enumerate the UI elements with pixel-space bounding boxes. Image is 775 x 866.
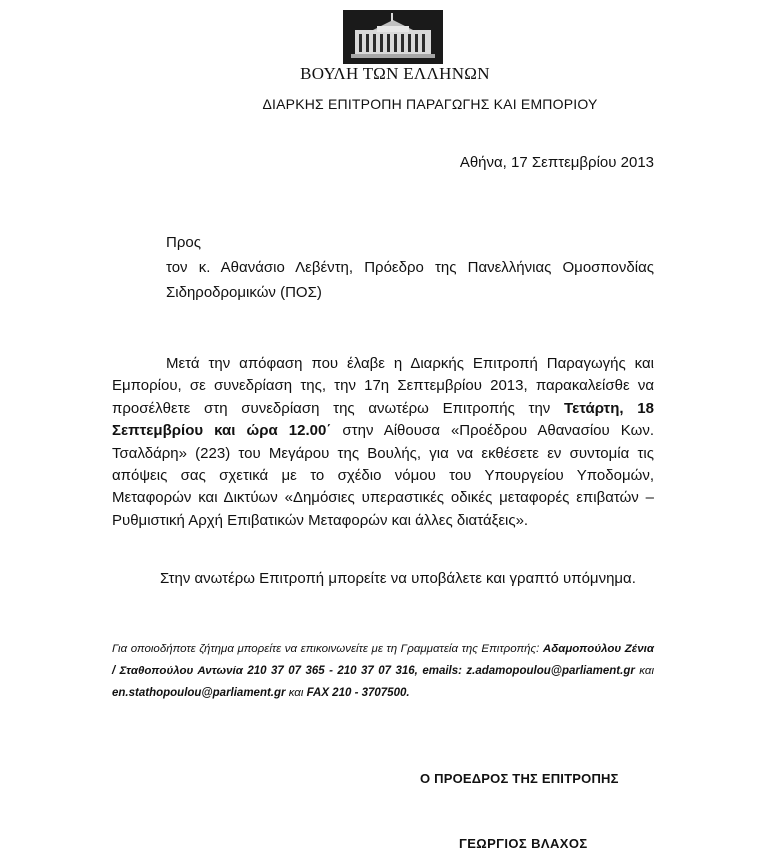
meeting-datetime: Τετάρτη, 18 Σεπτεμβρίου και ώρα 12.00΄ [112,399,654,440]
recipient-name: τον κ. Αθανάσιο Λεβέντη, Πρόεδρο της Πανελλήνιας Ομοσπονδίας Σιδηροδρομικών (ΠΟΣ) [166,259,654,301]
contact-and-1: και [634,665,655,677]
email-link-adamopoulou[interactable]: z.adamopoulou@parliament.gr [466,665,635,677]
letter-date: Αθήνα, 17 Σεπτεμβρίου 2013 [459,154,654,171]
contact-block [112,638,654,704]
parliament-building-icon [343,10,443,64]
parliament-name: ΒΟΥΛΗ ΤΩΝ ΕΛΛΗΝΩΝ [300,64,490,83]
recipient-label: Προς [166,234,201,251]
committee-name: ΔΙΑΡΚΗΣ ΕΠΙΤΡΟΠΗ ΠΑΡΑΓΩΓΗΣ ΚΑΙ ΕΜΠΟΡΙΟΥ [262,96,598,112]
memo-note: Στην ανωτέρω Επιτροπή μπορείτε να υποβάλετε και γραπτό υπόμνημα. [160,570,636,587]
body-text-part1: Μετά την απόφαση που έλαβε η Διαρκής Επιτροπή Παραγωγής και Εμπορίου, σε συνεδρίαση της, την 17η Σεπτεμβρίου 2013, παρακαλείσθε να προσέλθετε στη συνεδρίαση της ανωτέρω Επιτροπής την [112,355,654,417]
signature-title: Ο ΠΡΟΕΔΡΟΣ ΤΗΣ ΕΠΙΤΡΟΠΗΣ [420,771,619,786]
signature-name: ΓΕΩΡΓΙΟΣ ΒΛΑΧΟΣ [459,836,588,851]
email-link-stathopoulou[interactable]: en.stathopoulou@parliament.gr [112,687,286,699]
fax-number: FAX 210 - 3707500. [306,687,410,699]
invitation-body [112,353,654,532]
contact-names-phones: Αδαμοπούλου Ζένια / Σταθοπούλου Αντωνία 210 37 07 365 - 210 37 07 316, emails: [112,643,655,677]
body-text-part2: στην Αίθουσα «Προέδρου Αθανασίου Κων. Τσαλδάρη» (223) του Μεγάρου της Βουλής, για να εκθέσετε εν συντομία τις απόψεις σας σχετικά με το σχέδιο νόμου του Υπουργείου Υποδομών, Μεταφορών και Δικτύων «Δημόσιες υπεραστικές οδικές μεταφορές επιβατών – Ρυθμιστική Αρχή Επιβατικών Μεταφορών και άλλες διατάξεις». [112,422,654,529]
recipient-block [166,230,654,305]
contact-and-2: και [285,687,307,699]
contact-intro: Για οποιοδήποτε ζήτημα μπορείτε να επικοινωνείτε με τη Γραμματεία της Επιτροπής: [112,643,543,655]
